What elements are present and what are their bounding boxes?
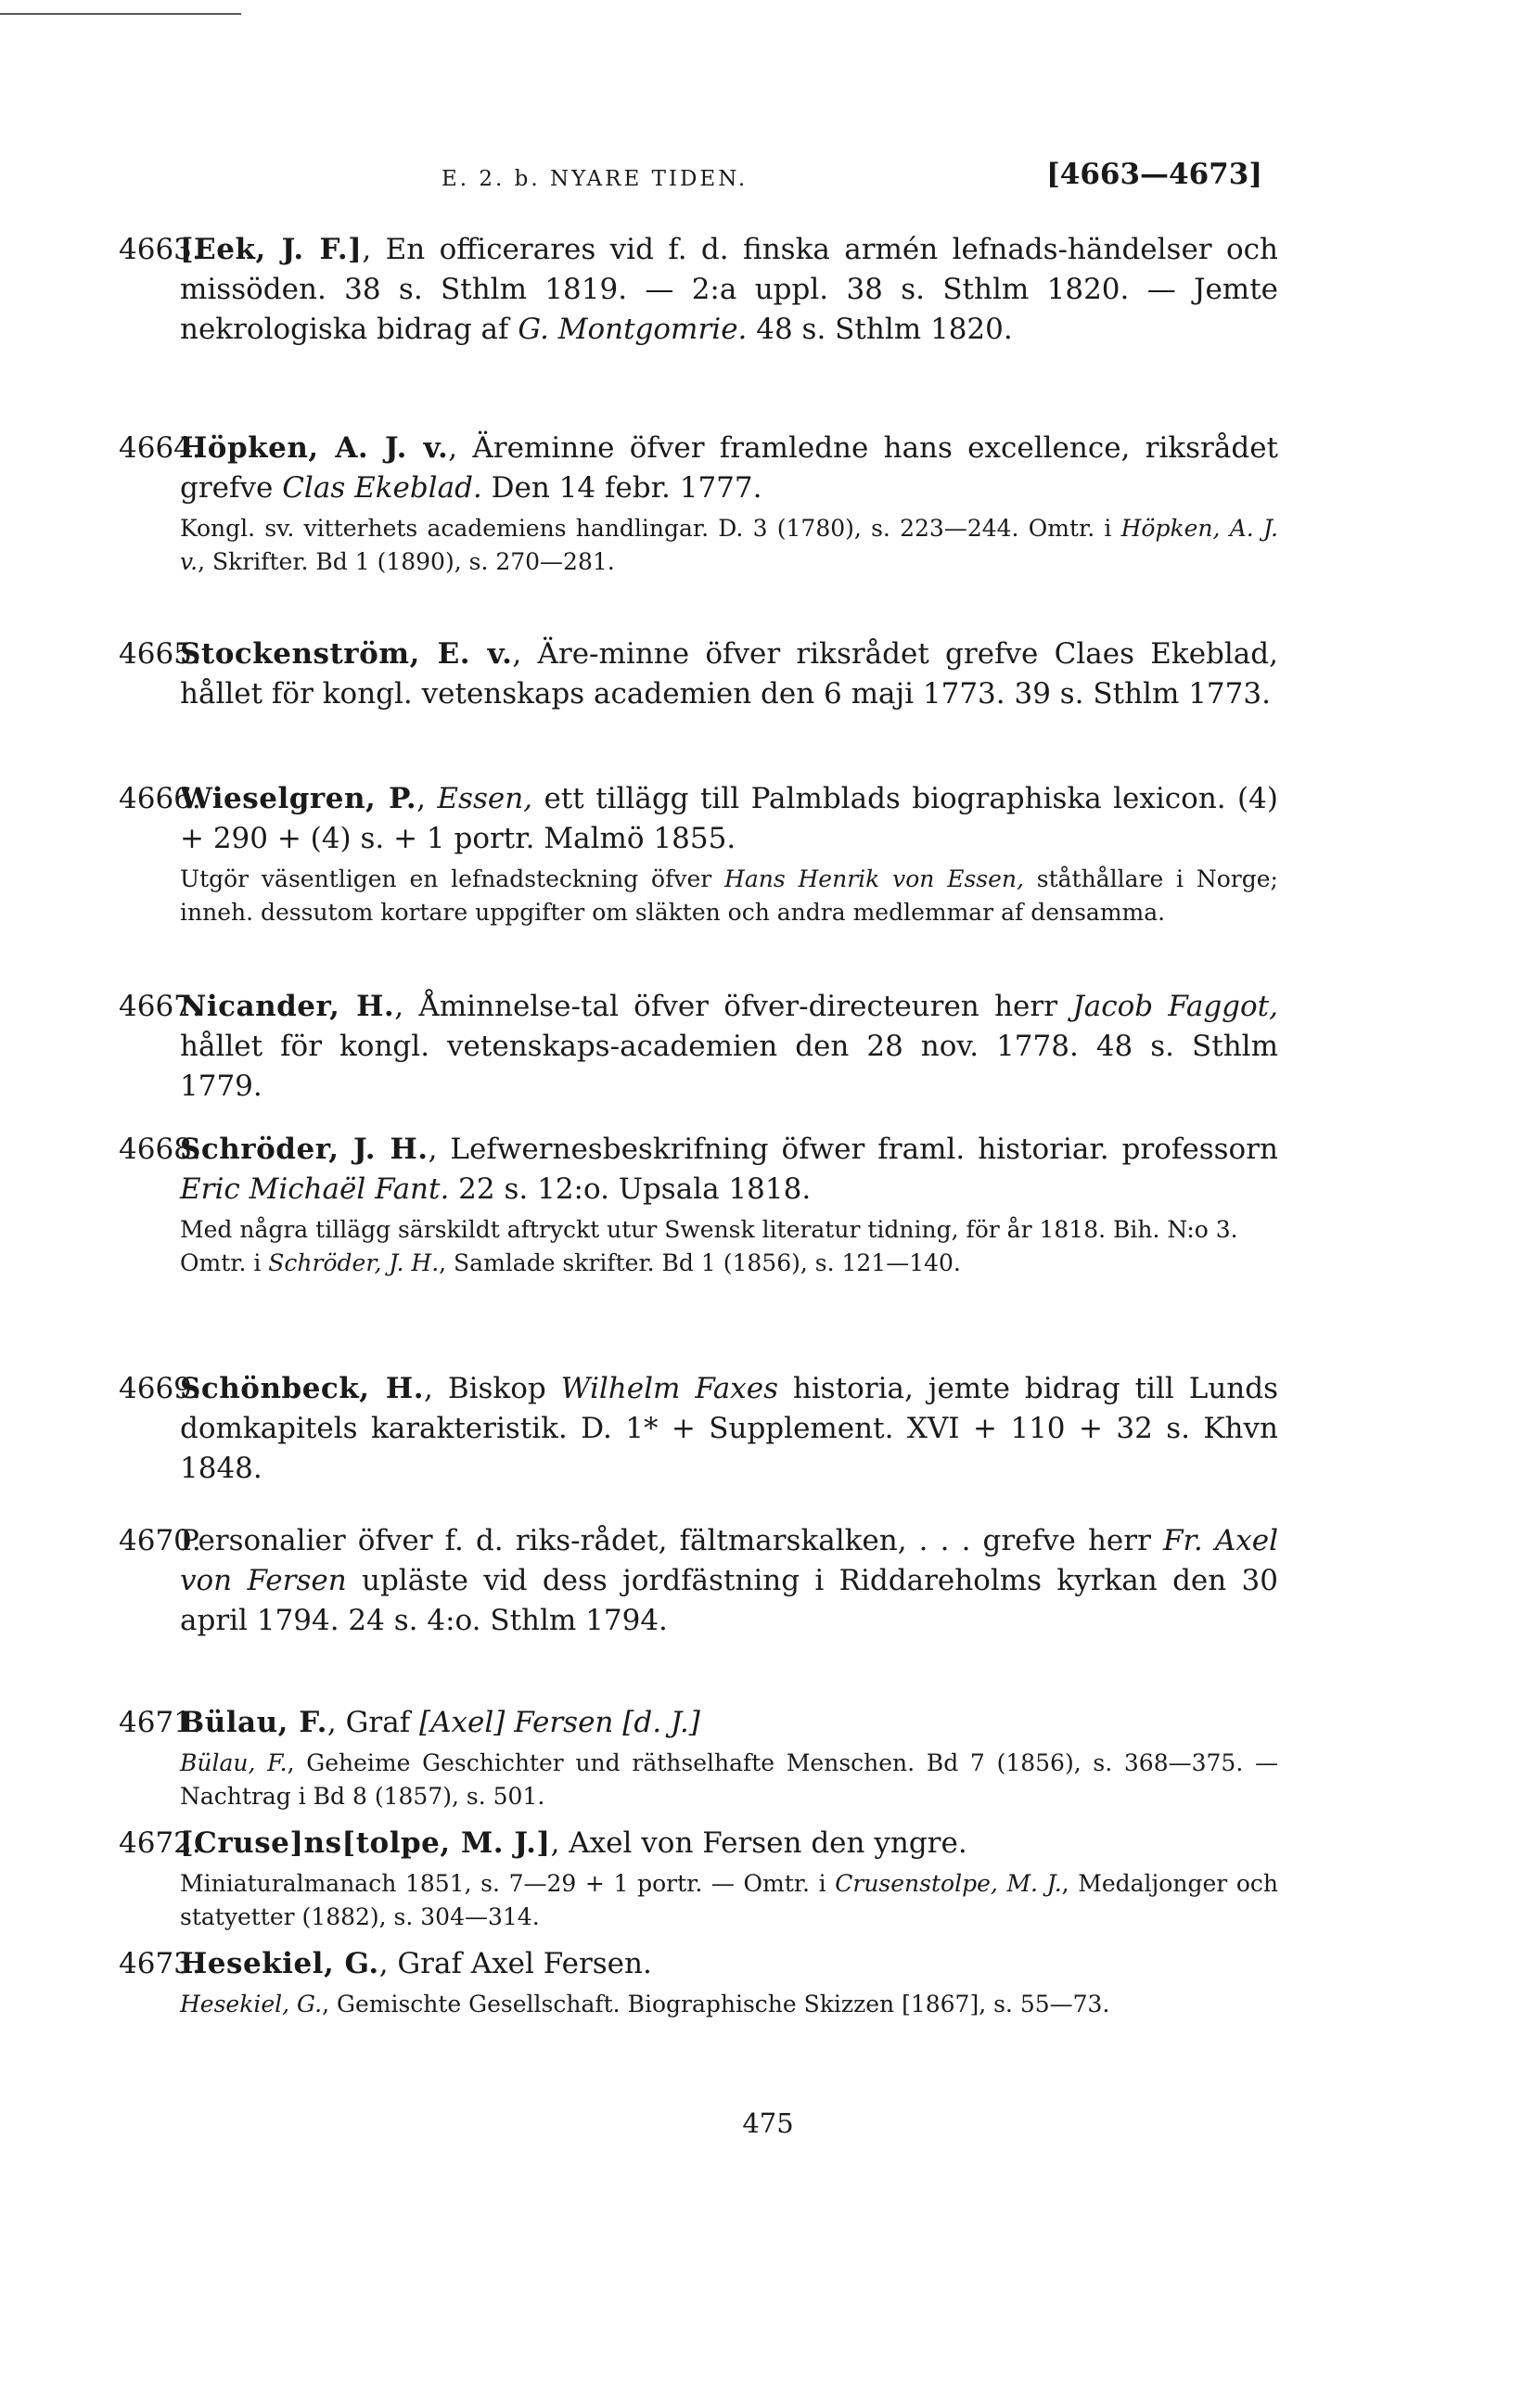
entry-text: Bülau, F., Graf [Axel] Fersen [d. J.] Bülau, F., Geheime Geschichter und räthselhafte Menschen. Bd 7 (1856), s. 368—375. — Nachtrag i Bd 8 (1857), s. 501. [180,1703,1278,1813]
entry-number: 4665. [119,637,201,671]
entry-text: Nicander, H., Åminnelse-tal öfver öfver-directeuren herr Jacob Faggot, hållet för kongl. vetenskaps-academien den 28 nov. 1778. 48 s. Sthlm 1779. [180,990,1278,1103]
entry-author: Bülau, F. [180,1706,327,1739]
entry-number: 4667. [119,990,201,1023]
entry-author: Wieselgren, P. [180,782,417,815]
entry-number: 4672. [119,1826,201,1860]
entry-text: Hesekiel, G., Graf Axel Fersen. Hesekiel, G., Gemischte Gesellschaft. Biographische Skizzen [1867], s. 55—73. [180,1944,1278,2021]
entry-text: [Eek, J. F.], En officerares vid f. d. finska armén lefnads-händelser och missöden. 38 s. Sthlm 1819. — 2:a uppl. 38 s. Sthlm 1820. — Jemte nekrologiska bidrag af G. Montgomrie. 48 s. Sthlm 1820. [180,233,1279,346]
entry-author: Stockenström, E. v. [180,637,513,671]
entry-range: [4663—4673] [1046,158,1262,191]
entry-author: [Cruse]ns[tolpe, M. J.] [180,1826,551,1860]
entry-note: Utgör väsentligen en lefnadsteckning öfver Hans Henrik von Essen, ståthållare i Norge; inneh. dessutom kortare uppgifter om släkten och andra medlemmar af densamma. [180,865,1278,926]
entry-author: [Eek, J. F.] [180,233,363,266]
entry-text: Schönbeck, H., Biskop Wilhelm Faxes historia, jemte bidrag till Lunds domkapitels karakteristik. D. 1* + Supplement. XVI + 110 + 32 s. Khvn 1848. [180,1372,1279,1485]
entry-note: Bülau, F., Geheime Geschichter und räthselhafte Menschen. Bd 7 (1856), s. 368—375. — Nachtrag i Bd 8 (1857), s. 501. [180,1749,1278,1810]
entry-text: Wieselgren, P., Essen, ett tillägg till Palmblads biographiska lexicon. (4) + 290 + (4) s. + 1 portr. Malmö 1855. Utgör väsentligen en lefnadsteckning öfver Hans Henrik von Essen, ståthållare i Norge; inneh. dessutom kortare uppgifter om släkten och andra medlemmar af densamma. [180,779,1278,929]
entry-number: 4668. [119,1133,201,1166]
entry-number: 4669. [119,1372,201,1405]
entry-text: Höpken, A. J. v., Äreminne öfver framledne hans excellence, riksrådet grefve Clas Ekeblad. Den 14 febr. 1777. Kongl. sv. vitterhets academiens handlingar. D. 3 (1780), s. 223—244. Omtr. i Höpken, A. J. v., Skrifter. Bd 1 (1890), s. 270—281. [180,429,1278,579]
entry-note: Miniaturalmanach 1851, s. 7—29 + 1 portr. — Omtr. i Crusenstolpe, M. J., Medaljonger och statyetter (1882), s. 304—314. [180,1870,1279,1930]
entry-author: Nicander, H. [180,990,395,1023]
entry-text: Personalier öfver f. d. riks-rådet, fältmarskalken, . . . grefve herr Fr. Axel von Fersen upläste vid dess jordfästning i Riddareholms kyrkan den 30 april 1794. 24 s. 4:o. Sthlm 1794. [180,1524,1278,1637]
entry-number: 4670. [119,1524,201,1557]
entry-text: Stockenström, E. v., Äre-minne öfver riksrådet grefve Claes Ekeblad, hållet för kongl. vetenskaps academien den 6 maji 1773. 39 s. Sthlm 1773. [180,637,1278,711]
entry-number: 4663. [119,233,201,266]
entry-text: Schröder, J. H., Lefwernesbeskrifning öfwer framl. historiar. professorn Eric Michaël Fant. 22 s. 12:o. Upsala 1818. Med några tillägg särskildt aftryckt utur Swensk literatur tidning, för år 1818. Bih. N:o 3. Omtr. i Schröder, J. H., Samlade skrifter. Bd 1 (1856), s. 121—140. [180,1130,1278,1280]
entry-note: Hesekiel, G., Gemischte Gesellschaft. Biographische Skizzen [1867], s. 55—73. [180,1991,1110,2017]
entry-author: Höpken, A. J. v. [180,431,449,465]
entry-author: Schönbeck, H. [180,1372,425,1405]
entry-number: 4671. [119,1706,201,1739]
entry-note: Omtr. i Schröder, J. H., Samlade skrifter. Bd 1 (1856), s. 121—140. [180,1249,961,1276]
entry-number: 4666. [119,782,201,815]
running-head: E. 2. b. NYARE TIDEN. [442,167,749,191]
entry-note: Med några tillägg särskildt aftryckt utur Swensk literatur tidning, för år 1818. Bih. N:o 3. [180,1216,1238,1243]
entry-note: Kongl. sv. vitterhets academiens handlingar. D. 3 (1780), s. 223—244. Omtr. i Höpken, A. J. v., Skrifter. Bd 1 (1890), s. 270—281. [180,515,1278,575]
entry-number: 4664. [119,431,201,465]
entry-number: 4673. [119,1947,201,1980]
page-number: 475 [742,2107,794,2139]
entry-author: Schröder, J. H. [180,1133,429,1166]
entry-text: [Cruse]ns[tolpe, M. J.], Axel von Fersen den yngre. Miniaturalmanach 1851, s. 7—29 + 1 portr. — Omtr. i Crusenstolpe, M. J., Medaljonger och statyetter (1882), s. 304—314. [180,1824,1278,1934]
entry-author: Hesekiel, G. [180,1947,379,1980]
